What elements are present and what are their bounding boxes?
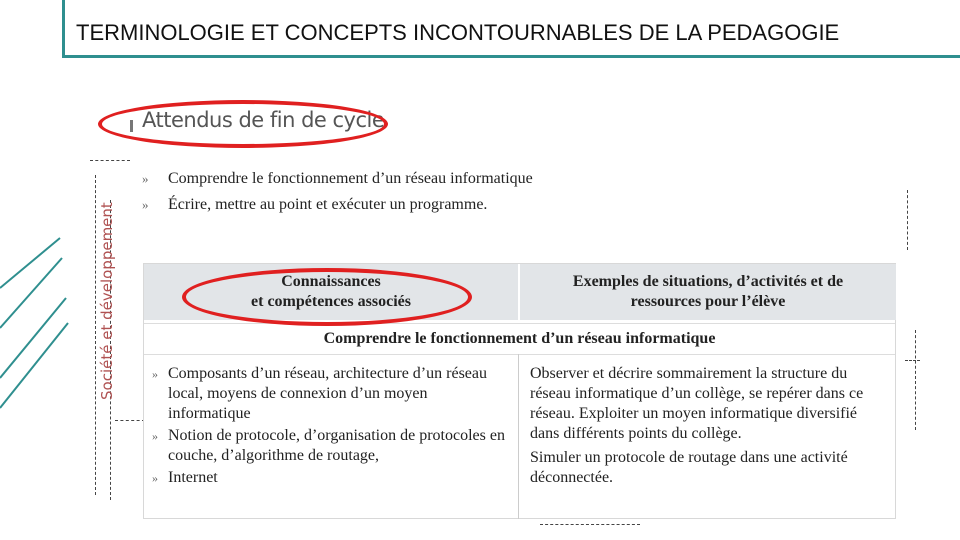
dashed-line <box>115 420 145 421</box>
header-line: ressources pour l’élève <box>630 293 786 310</box>
table-list-item <box>152 364 514 424</box>
dashed-line <box>90 160 130 161</box>
table-list-item <box>152 468 514 488</box>
bullet-mark: » <box>142 197 149 212</box>
knowledge-column <box>152 364 514 490</box>
table-subheading: Comprendre le fonctionnement d’un réseau informatique <box>144 323 895 355</box>
dashed-line <box>907 190 908 250</box>
list-item <box>142 192 533 218</box>
examples-column <box>530 364 890 488</box>
list-item-text: Comprendre le fonctionnement d’un réseau informatique <box>168 170 533 187</box>
examples-paragraph: Observer et décrire sommairement la structure du réseau informatique d’un collège, se repérer dans ce réseau. Exploiter un moyen informatique diversifié dans différents points du collège. <box>530 365 864 442</box>
highlight-ellipse-knowledge <box>182 268 472 326</box>
table-list-item-text: Internet <box>168 469 218 486</box>
bullet-mark: » <box>152 471 158 485</box>
bullet-mark: » <box>152 367 158 381</box>
header-line: Exemples de situations, d’activités et de <box>572 273 844 290</box>
header-line: Connaissances <box>281 273 381 290</box>
decorative-lines <box>0 58 70 418</box>
table-header-examples <box>520 264 896 320</box>
table-list-item <box>152 426 514 466</box>
document-heading: Attendus de fin de cycle <box>142 108 385 132</box>
list-item <box>142 166 533 192</box>
table-list-item-text: Notion de protocole, d’organisation de protocoles en couche, d’algorithme de routage, <box>168 427 505 464</box>
title-left-rule <box>62 0 65 58</box>
objectives-list <box>142 166 533 218</box>
dashed-line <box>915 330 916 430</box>
vertical-label: Société et développement <box>98 202 116 400</box>
list-item-text: Écrire, mettre au point et exécuter un programme. <box>168 196 488 213</box>
column-divider <box>518 354 519 519</box>
slide-title: TERMINOLOGIE ET CONCEPTS INCONTOURNABLES DE LA PEDAGOGIE <box>76 20 840 45</box>
header-line: et compétences associés <box>251 293 411 310</box>
highlight-ellipse-heading <box>98 100 388 148</box>
title-underline <box>62 55 960 58</box>
bullet-mark: » <box>142 171 149 186</box>
dashed-line <box>95 175 96 495</box>
bullet-mark: » <box>152 429 158 443</box>
dashed-line <box>905 360 920 361</box>
table-list-item-text: Composants d’un réseau, architecture d’un réseau local, moyens de connexion d’un moyen informatique <box>168 365 487 422</box>
dashed-line <box>540 524 640 525</box>
examples-paragraph: Simuler un protocole de routage dans une activité déconnectée. <box>530 449 848 486</box>
